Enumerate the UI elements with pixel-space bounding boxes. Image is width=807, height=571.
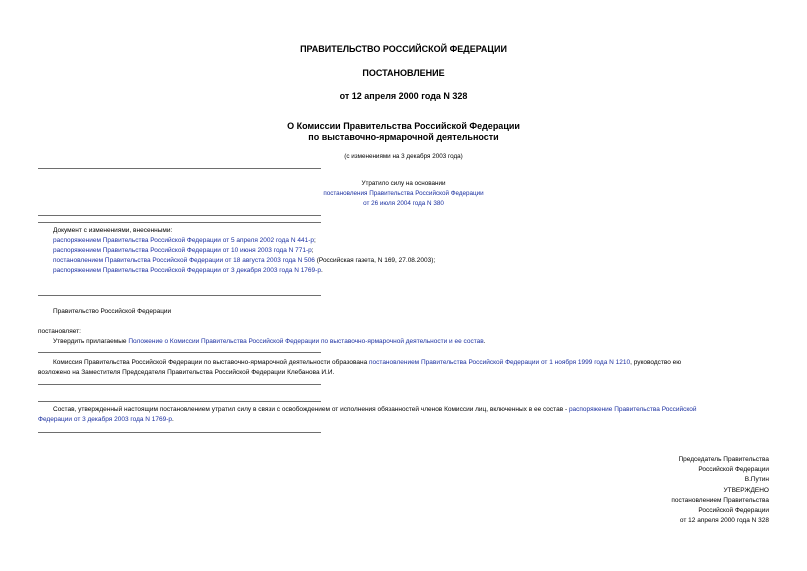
divider [38, 384, 321, 385]
amendment-suffix: (Российская газета, N 169, 27.08.2003); [314, 257, 436, 264]
amendment-suffix: . [320, 267, 323, 274]
commission-paragraph [53, 358, 681, 368]
government-line: Правительство Российской Федерации [53, 308, 172, 315]
divider [38, 401, 321, 402]
approved-date: от 12 апреля 2000 года N 328 [679, 517, 769, 525]
amendment-suffix: ; [313, 237, 316, 244]
approved-country: Российской Федерации [698, 507, 769, 515]
composition-line2 [38, 415, 174, 425]
document-title-line1: О Комиссии Правительства Российской Федерации [287, 121, 520, 131]
amendment-link[interactable]: постановлением Правительства Российской Федерации от 18 августа 2003 года N 506 [53, 257, 315, 264]
amendment-link[interactable]: распоряжением Правительства Российской Федерации от 5 апреля 2002 года N 441-р [53, 237, 314, 244]
amendment-suffix: ; [311, 247, 314, 254]
divider [38, 432, 321, 433]
divider [38, 222, 321, 223]
list-item [53, 236, 316, 246]
signature-country: Российской Федерации [698, 466, 769, 474]
lost-force-link-line1[interactable]: постановления Правительства Российской Федерации [323, 190, 484, 197]
signature-name: В.Путин [744, 476, 769, 484]
divider [38, 168, 321, 169]
commission-suffix: , руководство ею [630, 359, 682, 366]
amendments-intro: Документ с изменениями, внесенными: [53, 227, 173, 234]
composition-paragraph [53, 405, 697, 415]
lost-force-link-date[interactable] [0, 200, 807, 207]
commission-line2: возложено на Заместителя Председателя Правительства Российской Федерации Клебанова И.И. [38, 369, 335, 376]
lost-force-link[interactable] [0, 190, 807, 197]
document-title-line2: по выставочно-ярмарочной деятельности [308, 132, 499, 142]
list-item [53, 246, 314, 256]
composition-link-part2[interactable]: Федерации от 3 декабря 2003 года N 1769-р [38, 416, 173, 423]
lost-force-text: Утратило силу на основании [361, 180, 446, 187]
approved-by: постановлением Правительства [671, 496, 769, 504]
document-type: ПОСТАНОВЛЕНИЕ [362, 68, 445, 78]
approve-prefix: Утвердить прилагаемые [53, 338, 129, 345]
decrees-text: постановляет: [38, 328, 81, 335]
commission-link[interactable]: постановлением Правительства Российской Федерации от 1 ноября 1999 года N 1210 [369, 359, 631, 366]
divider [38, 295, 321, 296]
commission-prefix: Комиссия Правительства Российской Федерации по выставочно-ярмарочной деятельности образована [53, 359, 370, 366]
signature-block [671, 455, 769, 526]
composition-link-part1[interactable]: распоряжение Правительства Российской [568, 406, 697, 413]
list-item [53, 256, 435, 266]
document-date-number: от 12 апреля 2000 года N 328 [339, 91, 468, 101]
signature-title: Председатель Правительства [678, 456, 769, 463]
amendment-link[interactable]: распоряжением Правительства Российской Федерации от 10 июня 2003 года N 771-р [53, 247, 312, 254]
divider [38, 215, 321, 216]
list-item [53, 266, 323, 276]
lost-force-link-line2[interactable]: от 26 июля 2004 года N 380 [363, 200, 444, 207]
composition-prefix: Состав, утвержденный настоящим постановлением утратил силу в связи с освобождением от исполнения обязанностей членов Комиссии лиц, включенных в ее состав - [53, 406, 569, 413]
approve-suffix: . [483, 338, 486, 345]
approved-label: УТВЕРЖДЕНО [723, 486, 769, 494]
government-heading: ПРАВИТЕЛЬСТВО РОССИЙСКОЙ ФЕДЕРАЦИИ [300, 44, 507, 54]
amendment-link[interactable]: распоряжением Правительства Российской Федерации от 3 декабря 2003 года N 1769-р [53, 267, 321, 274]
changes-note: (с изменениями на 3 декабря 2003 года) [344, 153, 463, 160]
approve-link[interactable]: Положение о Комиссии Правительства Российской Федерации по выставочно-ярмарочной деятельности и ее состав [128, 338, 484, 345]
approve-paragraph [53, 337, 486, 347]
composition-suffix: . [172, 416, 174, 423]
divider [38, 352, 321, 353]
